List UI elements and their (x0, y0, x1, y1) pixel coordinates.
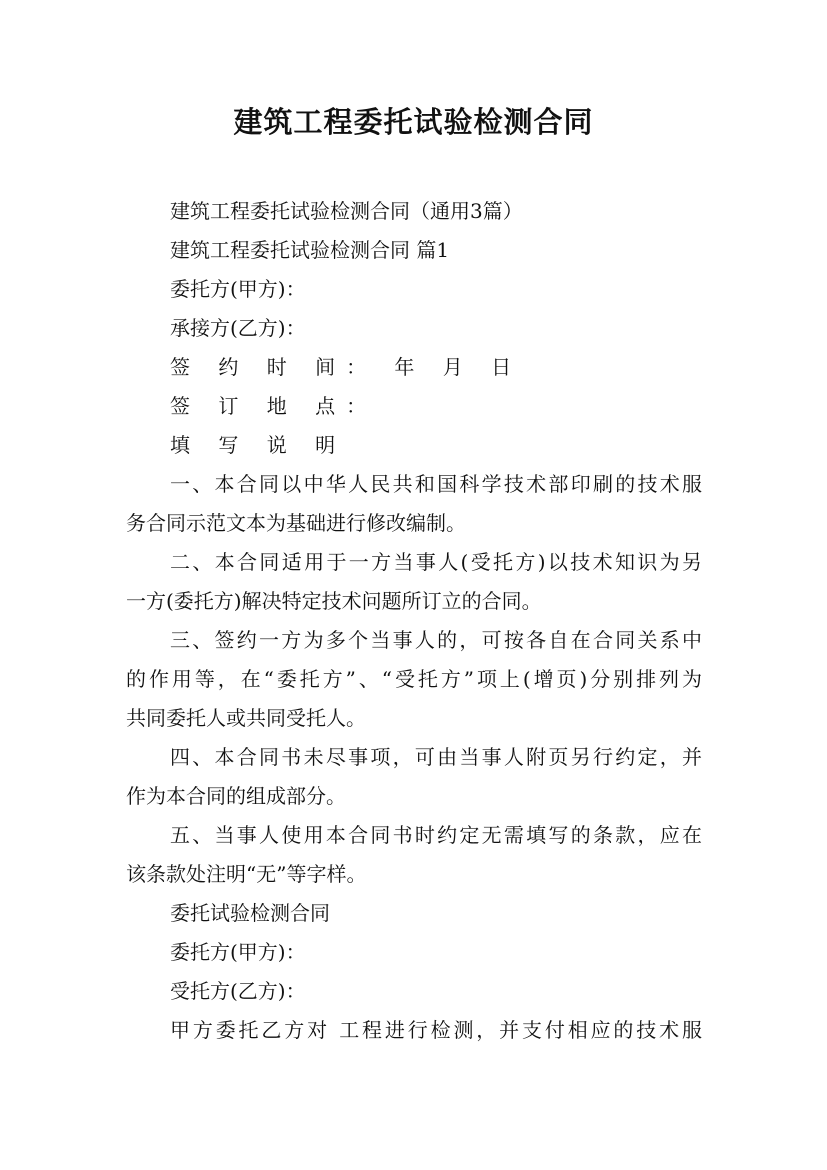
paragraph-line: 五、当事人使用本合同书时约定无需填写的条款，应在 (170, 823, 702, 847)
document-title: 建筑工程委托试验检测合同 (233, 105, 594, 139)
contractor-party-field: 承接方(乙方)： (170, 316, 306, 340)
client-party-field-2: 委托方(甲方)： (170, 940, 306, 964)
contract-subtitle: 委托试验检测合同 (170, 901, 330, 925)
instructions-heading: 填 写 说 明 (170, 433, 347, 457)
paragraph-line: 该条款处注明“无”等字样。 (126, 862, 367, 886)
client-party-field: 委托方(甲方)： (170, 277, 306, 301)
section-heading: 建筑工程委托试验检测合同 篇1 (170, 238, 450, 262)
paragraph-line: 甲方委托乙方对 工程进行检测，并支付相应的技术服 (170, 1018, 702, 1042)
signing-date-field: 签 约 时 间： 年 月 日 (170, 355, 523, 379)
paragraph-line: 务合同示范文本为基础进行修改编制。 (126, 511, 466, 535)
paragraph-line: 三、签约一方为多个当事人的，可按各自在合同关系中 (170, 628, 702, 652)
paragraph-line: 的作用等，在“委托方”、“受托方”项上(增页)分别排列为 (126, 667, 702, 691)
paragraph-line: 一、本合同以中华人民共和国科学技术部印刷的技术服 (170, 472, 702, 496)
paragraph-line: 作为本合同的组成部分。 (126, 784, 346, 808)
paragraph-line: 一方(委托方)解决特定技术问题所订立的合同。 (126, 589, 542, 613)
paragraph-line: 共同委托人或共同受托人。 (126, 706, 366, 730)
signing-place-field: 签 订 地 点： (170, 394, 378, 418)
subtitle-line: 建筑工程委托试验检测合同（通用3篇） (170, 199, 523, 223)
paragraph-line: 四、本合同书未尽事项，可由当事人附页另行约定，并 (170, 745, 702, 769)
trustee-party-field: 受托方(乙方)： (170, 979, 306, 1003)
paragraph-line: 二、本合同适用于一方当事人(受托方)以技术知识为另 (170, 550, 702, 574)
